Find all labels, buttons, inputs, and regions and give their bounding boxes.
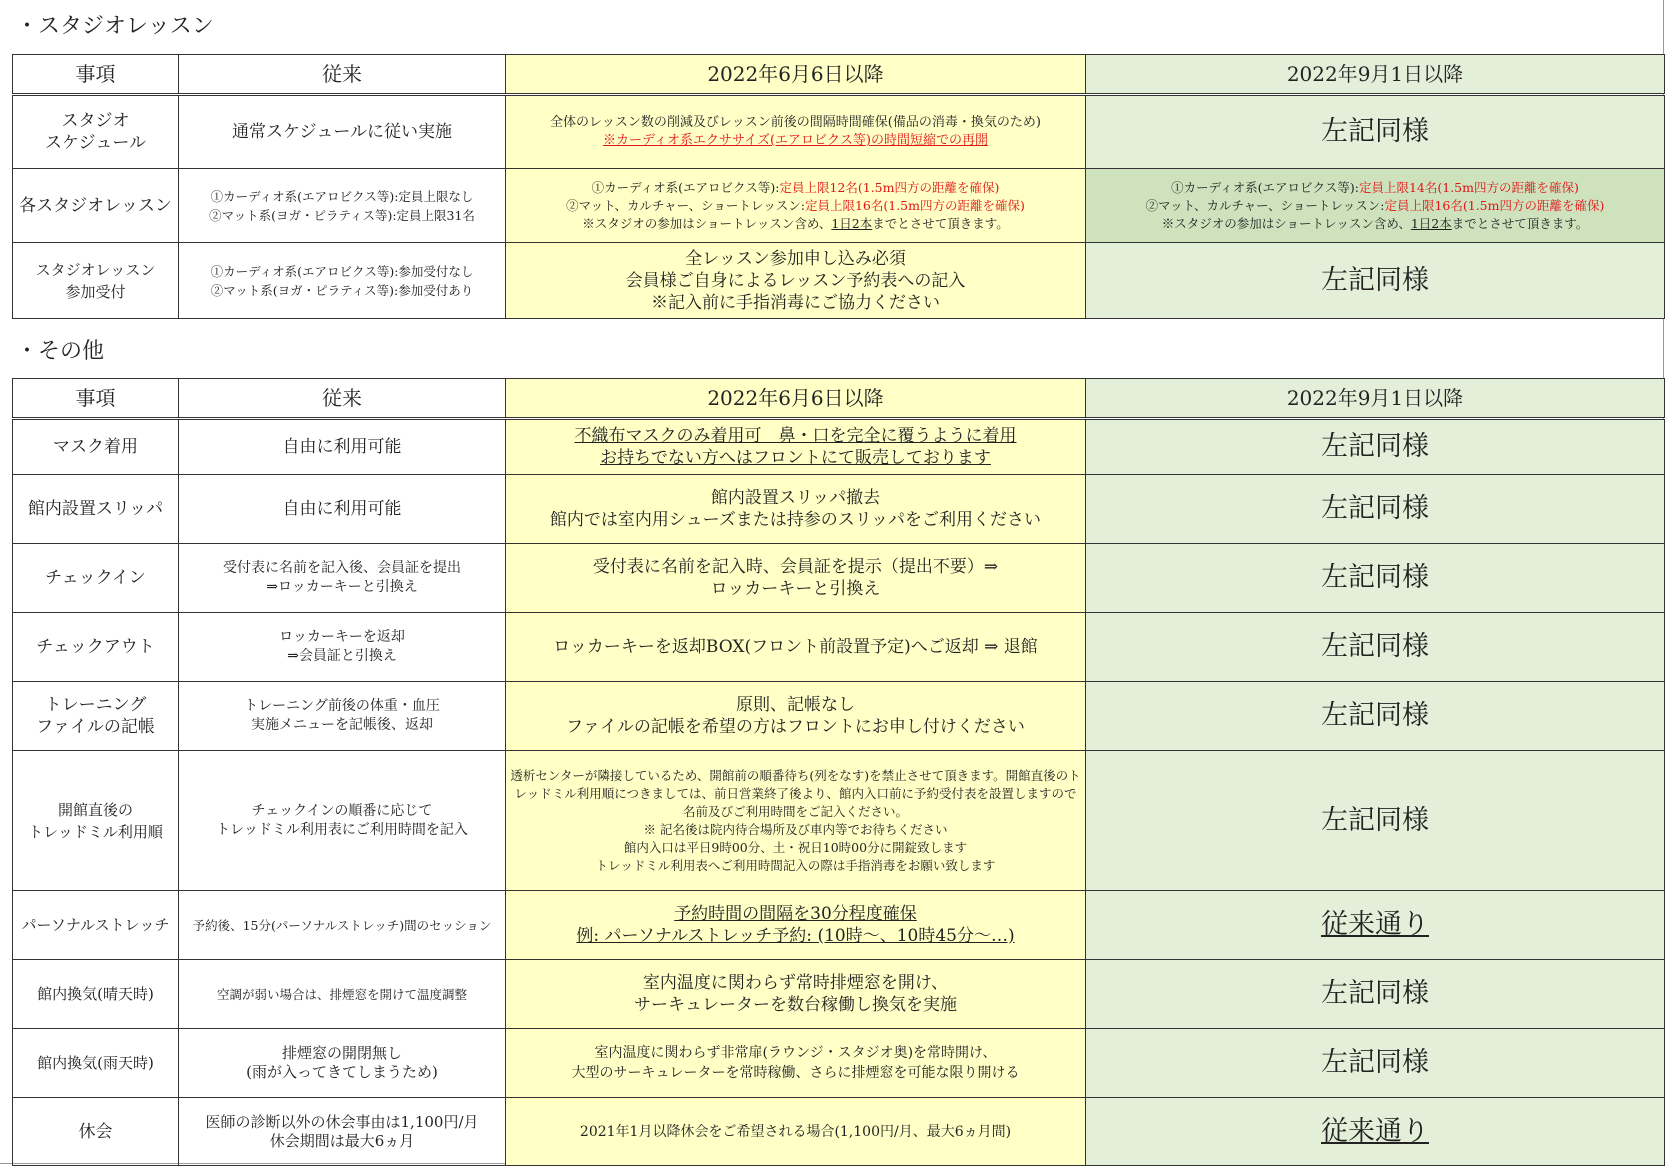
row-sep: 左記同様: [1086, 544, 1665, 613]
row-sep: 左記同様: [1086, 243, 1665, 319]
row-before: [179, 169, 506, 243]
row-item: 館内換気(雨天時): [13, 1029, 179, 1098]
row-before-line: ロッカーキーを返却: [279, 629, 405, 645]
row-jun: [506, 960, 1086, 1029]
row-jun-line: 大型のサーキュレーターを常時稼働、さらに排煙窓を可能な限り開ける: [571, 1065, 1020, 1081]
row-before: [179, 1098, 506, 1166]
row-before: 自由に利用可能: [179, 419, 506, 475]
table-row: [13, 475, 1665, 544]
row-before: 予約後、15分(パーソナルストレッチ)間のセッション: [179, 891, 506, 960]
row-jun-line: 館内では室内用シューズまたは持参のスリッパをご利用ください: [549, 510, 1042, 530]
row-jun-line: ロッカーキーと引換え: [710, 579, 881, 599]
other-header-row: [13, 379, 1665, 419]
sep-l3a: ※スタジオの参加はショートレッスン含め、: [1161, 215, 1411, 231]
row-sep: 左記同様: [1086, 1029, 1665, 1098]
studio-table: [12, 54, 1665, 319]
row-jun-line: 室内温度に関わらず非常扉(ラウンジ・スタジオ奥)を常時開け、: [594, 1045, 997, 1061]
row-jun: [506, 169, 1086, 243]
section-title-other: ・その他: [16, 339, 105, 364]
row-before: 空調が弱い場合は、排煙窓を開けて温度調整: [179, 960, 506, 1029]
row-item: マスク着用: [13, 419, 179, 475]
sep-l1a: ①カーディオ系(エアロビクス等):: [1171, 179, 1359, 195]
row-before: [179, 682, 506, 751]
row-jun: [506, 682, 1086, 751]
row-jun-line: 全レッスン参加申し込み必須: [685, 248, 906, 269]
row-before: [179, 613, 506, 682]
jun-l2a: ②マット、カルチャー、ショートレッスン:: [566, 197, 805, 213]
header-item: 事項: [13, 379, 179, 419]
row-before-line: ⇒会員証と引換え: [287, 648, 397, 664]
sep-l2b: 定員上限16名(1.5m四方の距離を確保): [1384, 197, 1605, 213]
row-jun-line: 館内入口は平日9時00分、土・祝日10時00分に開錠致します: [623, 839, 968, 855]
row-item: パーソナルストレッチ: [13, 891, 179, 960]
row-jun-line-red: ※カーディオ系エクササイズ(エアロビクス等)の時間短縮での再開: [603, 133, 988, 148]
row-before-line: ②マット系(ヨガ・ピラティス等):参加受付あり: [210, 282, 474, 298]
row-jun-line: ファイルの記帳を希望の方はフロントにお申し付けください: [566, 717, 1025, 737]
row-jun: [506, 891, 1086, 960]
row-sep: 左記同様: [1086, 475, 1665, 544]
row-jun-line: 全体のレッスン数の削減及びレッスン前後の間隔時間確保(備品の消毒・換気のため): [550, 115, 1041, 130]
row-before: [179, 1029, 506, 1098]
row-item: 館内換気(晴天時): [13, 960, 179, 1029]
row-before-line: ⇒ロッカーキーと引換え: [266, 579, 418, 595]
row-before-line: 排煙窓の開閉無し: [281, 1044, 402, 1062]
row-jun: [506, 95, 1086, 169]
row-jun-line: 予約時間の間隔を30分程度確保: [674, 904, 917, 924]
jun-l3a: ※スタジオの参加はショートレッスン含め、: [582, 215, 832, 231]
row-item-line: トレッドミル利用順: [28, 822, 163, 841]
row-item-line: スタジオ: [61, 111, 130, 131]
table-row: [13, 95, 1665, 169]
row-sep: 左記同様: [1086, 95, 1665, 169]
row-before-line: 実施メニューを記帳後、返却: [251, 717, 433, 733]
row-jun: 2021年1月以降休会をご希望される場合(1,100円/月、最大6ヵ月間): [506, 1098, 1086, 1166]
row-sep: 従来通り: [1086, 1098, 1665, 1166]
table-row: [13, 419, 1665, 475]
header-item: 事項: [13, 55, 179, 95]
jun-l3c: までとさせて頂きます。: [872, 215, 1009, 231]
row-jun-line: 受付表に名前を記入時、会員証を提示（提出不要）⇒: [592, 557, 999, 577]
row-before-line: ①カーディオ系(エアロビクス等):定員上限なし: [210, 188, 474, 204]
table-row: [13, 613, 1665, 682]
row-before-line: 受付表に名前を記入後、会員証を提出: [223, 560, 461, 576]
sep-l2a: ②マット、カルチャー、ショートレッスン:: [1145, 197, 1385, 213]
row-jun-line: サーキュレーターを数台稼働し換気を実施: [634, 995, 957, 1015]
sep-l1b: 定員上限14名(1.5m四方の距離を確保): [1358, 179, 1579, 195]
row-before: [179, 751, 506, 891]
row-item: 館内設置スリッパ: [13, 475, 179, 544]
row-jun: [506, 243, 1086, 319]
row-jun-line: 原則、記帳なし: [736, 695, 855, 715]
table-row: [13, 169, 1665, 243]
table-row: [13, 544, 1665, 613]
row-before-line: トレーニング前後の体重・血圧: [244, 698, 440, 714]
row-jun: [506, 475, 1086, 544]
table-row: [13, 960, 1665, 1029]
row-item: 休会: [13, 1098, 179, 1166]
header-before: 従来: [179, 55, 506, 95]
row-jun-paragraph: 透析センターが隣接しているため、開館前の順番待ち(列をなす)を禁止させて頂きます。開館直後のトレッドミル利用順につきましては、前日営業終了後より、館内入口前に予約受付表を設置しますので名前及びご利用時間をご記入ください。: [510, 767, 1081, 819]
row-jun: [506, 751, 1086, 891]
row-before-line: ①カーディオ系(エアロビクス等):参加受付なし: [210, 263, 474, 279]
row-item-line: 開館直後の: [57, 800, 133, 819]
table-row: [13, 1029, 1665, 1098]
header-2022-06-06: 2022年6月6日以降: [506, 379, 1086, 419]
row-jun-line: 例: パーソナルストレッチ予約: (10時～、10時45分～…): [576, 926, 1015, 946]
row-jun: ロッカーキーを返却BOX(フロント前設置予定)へご返却 ⇒ 退館: [506, 613, 1086, 682]
row-item-line: スケジュール: [45, 133, 146, 153]
row-before-line: チェックインの順番に応じて: [251, 802, 433, 819]
header-before: 従来: [179, 379, 506, 419]
row-item: チェックイン: [13, 544, 179, 613]
row-item: チェックアウト: [13, 613, 179, 682]
row-sep: 左記同様: [1086, 751, 1665, 891]
row-item: 各スタジオレッスン: [13, 169, 179, 243]
row-jun-line: 不織布マスクのみ着用可 鼻・口を完全に覆うように着用: [574, 426, 1017, 446]
row-item: [13, 243, 179, 319]
table-row: [13, 682, 1665, 751]
row-before: [179, 544, 506, 613]
row-item: [13, 95, 179, 169]
row-item: [13, 682, 179, 751]
sep-l3b: 1日2本: [1410, 215, 1452, 231]
row-before-line: トレッドミル利用表にご利用時間を記入: [216, 821, 468, 838]
table-row: [13, 891, 1665, 960]
row-before-line: 休会期間は最大6ヵ月: [269, 1131, 415, 1150]
header-2022-06-06: 2022年6月6日以降: [506, 55, 1086, 95]
table-row: [13, 243, 1665, 319]
section-title-studio: ・スタジオレッスン: [16, 14, 214, 39]
row-jun-line: ※記入前に手指消毒にご協力ください: [651, 292, 940, 313]
row-jun-line: 館内設置スリッパ撤去: [710, 488, 881, 508]
header-2022-09-01: 2022年9月1日以降: [1086, 379, 1665, 419]
row-item: [13, 751, 179, 891]
jun-l1b: 定員上限12名(1.5m四方の距離を確保): [779, 179, 1000, 195]
jun-l1a: ①カーディオ系(エアロビクス等):: [591, 179, 780, 195]
row-sep: 左記同様: [1086, 613, 1665, 682]
row-item-line: トレーニング: [44, 695, 147, 715]
row-jun: [506, 544, 1086, 613]
row-jun: [506, 419, 1086, 475]
header-2022-09-01: 2022年9月1日以降: [1086, 55, 1665, 95]
row-jun-line: トレッドミル利用表へご利用時間記入の際は手指消毒をお願い致します: [595, 857, 996, 873]
row-jun-line: 会員様ご自身によるレッスン予約表への記入: [625, 270, 966, 291]
row-sep: 左記同様: [1086, 960, 1665, 1029]
jun-l3b: 1日2本: [831, 215, 873, 231]
row-jun-line: ※ 記名後は院内待合場所及び車内等でお待ちください: [643, 821, 948, 837]
row-before: 自由に利用可能: [179, 475, 506, 544]
row-before-line: 医師の診断以外の休会事由は1,100円/月: [205, 1112, 479, 1131]
sep-l3c: までとさせて頂きます。: [1451, 215, 1589, 231]
row-item-line: ファイルの記帳: [36, 717, 155, 737]
studio-header-row: [13, 55, 1665, 95]
row-sep: 従来通り: [1086, 891, 1665, 960]
row-sep: 左記同様: [1086, 682, 1665, 751]
row-jun-line: お持ちでない方へはフロントにて販売しております: [600, 448, 991, 468]
row-before: [179, 243, 506, 319]
row-before-line: (雨が入ってきてしまうため): [246, 1063, 438, 1081]
row-sep: [1086, 169, 1665, 243]
row-jun-line: 室内温度に関わらず常時排煙窓を開け、: [642, 973, 949, 993]
row-before: 通常スケジュールに従い実施: [179, 95, 506, 169]
jun-l2b: 定員上限16名(1.5m四方の距離を確保): [804, 197, 1025, 213]
row-sep: 左記同様: [1086, 419, 1665, 475]
table-row: [13, 1098, 1665, 1166]
row-before-line: ②マット系(ヨガ・ピラティス等):定員上限31名: [209, 207, 475, 223]
row-item-line: 参加受付: [65, 282, 126, 301]
other-table: [12, 378, 1665, 1166]
row-jun: [506, 1029, 1086, 1098]
row-item-line: スタジオレッスン: [35, 260, 156, 279]
table-row: [13, 751, 1665, 891]
